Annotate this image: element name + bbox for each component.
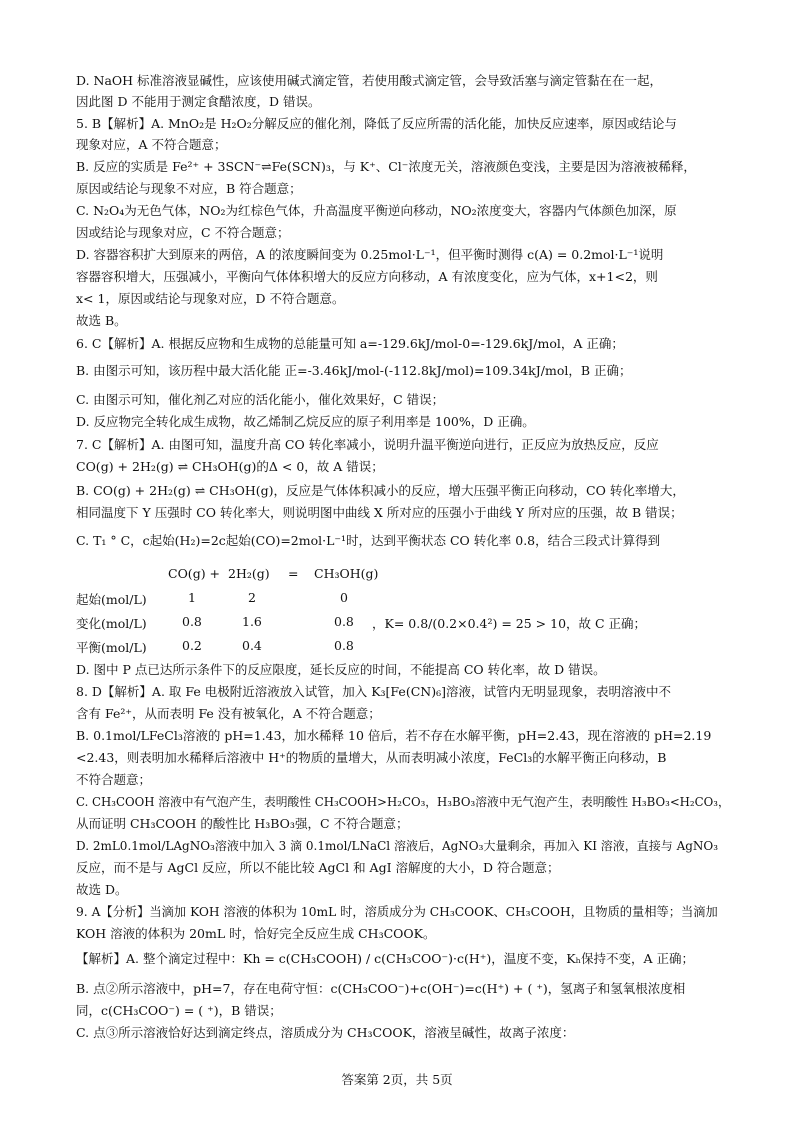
text-line: 同，c(CH₃COO⁻) = ( ⁺)，B 错误；: [76, 1003, 282, 1018]
text-line: B. CO(g) + 2H₂(g) ⇌ CH₃OH(g)，反应是气体体积减小的反应，增大压强平衡正向移动，CO 转化率增大，: [76, 483, 685, 498]
text-line: 现象对应，A 不符合题意；: [76, 137, 227, 152]
text-line: KOH 溶液的体积为 20mL 时，恰好完全反应生成 CH₃COOK。: [76, 926, 436, 941]
text-line: B. 点②所示溶液中，pH=7，存在电荷守恒：c(CH₃COO⁻)+c(OH⁻)=c(H⁺) + ( ⁺)，氢离子和氢氧根浓度相: [76, 981, 686, 996]
text-line: 【解析】A. 整个滴定过程中：Kh = c(CH₃COOH) / c(CH₃COO⁻)·c(H⁺)，温度不变，Kₕ保持不变，A 正确；: [76, 951, 694, 966]
table-cell: 0.8: [334, 638, 354, 653]
text-line: CO(g) + 2H₂(g) ⇌ CH₃OH(g)的Δ < 0，故 A 错误；: [76, 459, 384, 474]
table-cell: 1.6: [242, 614, 262, 629]
text-line: C. 点③所示溶液恰好达到滴定终点，溶质成分为 CH₃COOK，溶液呈碱性，故离子浓度：: [76, 1025, 575, 1040]
text-line: 原因或结论与现象不对应，B 符合题意；: [76, 181, 302, 196]
text-line: 不符合题意；: [76, 772, 152, 787]
text-line: B. 0.1mol/LFeCl₃溶液的 pH=1.43，加水稀释 10 倍后，若不存在水解平衡，pH=2.43，现在溶液的 pH=2.19: [76, 728, 712, 743]
text-line: 含有 Fe²⁺，从而表明 Fe 没有被氧化，A 不符合题意；: [76, 706, 381, 721]
text-line: C. N₂O₄为无色气体，NO₂为红棕色气体，升高温度平衡逆向移动，NO₂浓度变大，容器内气体颜色加深，原: [76, 203, 677, 218]
text-line: 7. C【解析】A. 由图可知，温度升高 CO 转化率减小，说明升温平衡逆向进行，正反应为放热反应，反应: [76, 437, 659, 452]
table-cell: 0.8: [334, 614, 354, 629]
text-line: C. CH₃COOH 溶液中有气泡产生，表明酸性 CH₃COOH>H₂CO₃，H₃BO₃溶液中无气泡产生，表明酸性 H₃BO₃<H₂CO₃，: [76, 795, 730, 809]
table-header-ch3oh: CH₃OH(g): [314, 566, 379, 581]
text-line: B. 反应的实质是 Fe²⁺ + 3SCN⁻⇌Fe(SCN)₃，与 K⁺、Cl⁻浓度无关，溶液颜色变浅，主要是因为溶液被稀释，: [76, 159, 696, 174]
text-line: 6. C【解析】A. 根据反应物和生成物的总能量可知 a=-129.6kJ/mol-0=-129.6kJ/mol，A 正确；: [76, 336, 624, 351]
text-line: 容器容积增大，压强减小，平衡向气体体积增大的反应方向移动，A 有浓度变化，应为气体，x+1<2，则: [76, 269, 658, 284]
text-line: x< 1，原因或结论与现象对应，D 不符合题意。: [76, 291, 345, 306]
text-line: 因此图 D 不能用于测定食醋浓度，D 错误。: [76, 94, 321, 109]
text-line: 故选 B。: [76, 313, 127, 328]
text-line: C. 由图示可知，催化剂乙对应的活化能小，催化效果好，C 错误；: [76, 392, 445, 407]
table-cell: 2: [248, 590, 256, 605]
text-line: 5. B【解析】A. MnO₂是 H₂O₂分解反应的催化剂，降低了反应所需的活化能，加快反应速率，原因或结论与: [76, 116, 677, 131]
text-line: D. NaOH 标准溶液显碱性，应该使用碱式滴定管，若使用酸式滴定管，会导致活塞与滴定管黏在在一起，: [76, 73, 663, 88]
text-line: B. 由图示可知，该历程中最大活化能 正=-3.46kJ/mol-(-112.8kJ/mol)=109.34kJ/mol，B 正确；: [76, 363, 632, 378]
table-cell: 0.4: [242, 638, 262, 653]
table-cell: 0.8: [182, 614, 202, 629]
text-line: 因或结论与现象对应，C 不符合题意；: [76, 225, 290, 240]
text-line: 从而证明 CH₃COOH 的酸性比 H₃BO₃强，C 不符合题意；: [76, 816, 409, 831]
page-footer: 答案第 2页，共 5页: [341, 1072, 453, 1087]
table-cell: 0: [340, 590, 348, 605]
table-cell: 0.2: [182, 638, 202, 653]
row-label: 变化(mol/L): [76, 616, 147, 631]
text-line: 反应，而不是与 AgCl 反应，所以不能比较 AgCl 和 AgI 溶解度的大小，D 符合题意；: [76, 860, 560, 875]
text-line: D. 容器容积扩大到原来的两倍，A 的浓度瞬间变为 0.25mol·L⁻¹，但平衡时测得 c(A) = 0.2mol·L⁻¹说明: [76, 247, 664, 262]
text-line: 相同温度下 Y 压强时 CO 转化率大，则说明图中曲线 X 所对应的压强小于曲线 Y 所对应的压强，故 B 错误；: [76, 505, 683, 520]
k-expression: ，K= 0.8/(0.2×0.4²) = 25 > 10，故 C 正确；: [372, 616, 647, 631]
row-label: 起始(mol/L): [76, 592, 147, 607]
table-header-eq: =: [288, 566, 299, 581]
text-line: C. T₁ ° C，c起始(H₂)=2c起始(CO)=2mol·L⁻¹时，达到平衡状态 CO 转化率 0.8，结合三段式计算得到: [76, 533, 661, 548]
text-line: 9. A【分析】当滴加 KOH 溶液的体积为 10mL 时，溶质成分为 CH₃COOK、CH₃COOH，且物质的量相等；当滴加: [76, 905, 718, 919]
text-line: 故选 D。: [76, 882, 128, 897]
table-cell: 1: [188, 590, 196, 605]
table-header-h2: 2H₂(g): [228, 566, 270, 581]
text-line: D. 反应物完全转化成生成物，故乙烯制乙烷反应的原子利用率是 100%，D 正确。: [76, 414, 535, 429]
text-line: D. 2mL0.1mol/LAgNO₃溶液中加入 3 滴 0.1mol/LNaCl 溶液后，AgNO₃大量剩余，再加入 KI 溶液，直接与 AgNO₃: [76, 839, 719, 853]
row-label: 平衡(mol/L): [76, 640, 147, 655]
text-line: D. 图中 P 点已达所示条件下的反应限度，延长反应的时间，不能提高 CO 转化率，故 D 错误。: [76, 662, 606, 677]
text-line: <2.43，则表明加水稀释后溶液中 H⁺的物质的量增大，从而表明减小浓度，FeCl₃的水解平衡正向移动，B: [76, 750, 667, 765]
table-header-co: CO(g) +: [168, 566, 221, 581]
text-line: 8. D【解析】A. 取 Fe 电极附近溶液放入试管，加入 K₃[Fe(CN)₆]溶液，试管内无明显现象，表明溶液中不: [76, 684, 671, 699]
